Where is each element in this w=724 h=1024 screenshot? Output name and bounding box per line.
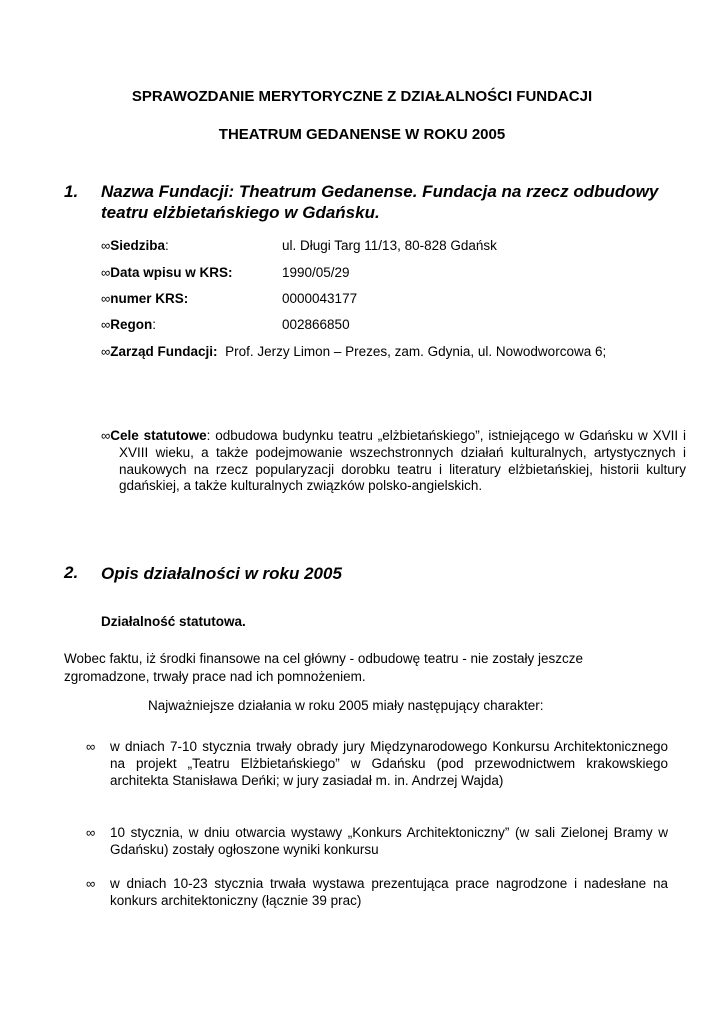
info-label: Zarząd Fundacji: — [110, 344, 218, 359]
section-1-heading: Nazwa Fundacji: Theatrum Gedanense. Fundacja na rzecz odbudowy teatru elżbietańskiego w Gdańsku. — [101, 182, 659, 222]
activity-item: 10 stycznia, w dniu otwarcia wystawy „Konkurs Architektoniczny” (w sali Zielonej Bramy w Gdańsku) zostały ogłoszone wyniki konkursu — [110, 825, 668, 857]
info-row-regon — [101, 317, 156, 332]
infinity-bullet-icon: ∞ — [86, 876, 96, 891]
cele-statutowe-paragraph — [101, 428, 686, 495]
info-value-data-wpisu: 1990/05/29 — [282, 265, 350, 280]
info-value-numer-krs: 0000043177 — [282, 291, 358, 306]
section-2-number: 2. — [64, 563, 79, 582]
info-label: Siedziba — [110, 238, 166, 253]
document-title-line-2: THEATRUM GEDANENSE W ROKU 2005 — [218, 126, 506, 143]
info-label: numer KRS: — [110, 291, 189, 306]
activity-item: w dniach 10-23 stycznia trwała wystawa prezentująca prace nagrodzone i nadesłane na konkurs architektoniczny (łącznie 39 prac) — [110, 876, 668, 908]
infinity-bullet-icon: ∞ — [86, 739, 96, 754]
infinity-bullet-icon: ∞ — [101, 238, 111, 253]
info-value-regon: 002866850 — [282, 317, 350, 332]
activity-item: w dniach 7-10 stycznia trwały obrady jury Międzynarodowego Konkursu Architektonicznego na projekt „Teatru Elżbietańskiego” w Gdańsku (pod przewodnictwem krakowskiego architekta Stanisława Deńki; w jury zasiadał m. in. Andrzej Wajda) — [110, 739, 668, 788]
paragraph-intro-activities: Najważniejsze działania w roku 2005 miały następujący charakter: — [148, 698, 544, 713]
info-label: Regon — [110, 317, 153, 332]
info-row-data-wpisu — [101, 265, 233, 280]
cele-text: : odbudowa budynku teatru „elżbietańskiego”, istniejącego w Gdańsku w XVII i XVIII wieku, a także podejmowanie wszechstronnych działań kulturalnych, artystycznych i naukowych na rzecz popularyzacji dorobku teatru i literatury elżbietańskiej, historii kultury gdańskiej, a także kulturalnych związków polsko-angielskich. — [119, 428, 686, 494]
document-title-line-1: SPRAWOZDANIE MERYTORYCZNE Z DZIAŁALNOŚCI FUNDACJI — [131, 88, 593, 105]
info-row-numer-krs — [101, 291, 188, 306]
infinity-bullet-icon: ∞ — [101, 265, 111, 280]
info-value-zarzad: Prof. Jerzy Limon – Prezes, zam. Gdynia, ul. Nowodworcowa 6; — [225, 344, 607, 359]
infinity-bullet-icon: ∞ — [101, 317, 111, 332]
infinity-bullet-icon: ∞ — [101, 344, 111, 359]
infinity-bullet-icon: ∞ — [101, 428, 111, 443]
subheading-dzialalnosc-statutowa: Działalność statutowa. — [101, 614, 246, 629]
info-row-zarzad — [101, 344, 606, 359]
paragraph-funding: Wobec faktu, iż środki finansowe na cel główny - odbudowę teatru - nie zostały jeszcze zgromadzone, trwały prace nad ich pomnożeniem. — [64, 651, 584, 684]
info-label: Data wpisu w KRS: — [110, 265, 233, 280]
infinity-bullet-icon: ∞ — [86, 825, 96, 840]
info-value-siedziba: ul. Długi Targ 11/13, 80-828 Gdańsk — [282, 238, 497, 253]
section-2-heading: Opis działalności w roku 2005 — [101, 564, 342, 583]
section-1-number: 1. — [64, 182, 79, 201]
info-row-siedziba — [101, 238, 169, 253]
info-label-suffix: : — [165, 238, 169, 253]
info-label-suffix: : — [152, 317, 157, 332]
cele-label: Cele statutowe — [110, 428, 207, 443]
infinity-bullet-icon: ∞ — [101, 291, 111, 306]
